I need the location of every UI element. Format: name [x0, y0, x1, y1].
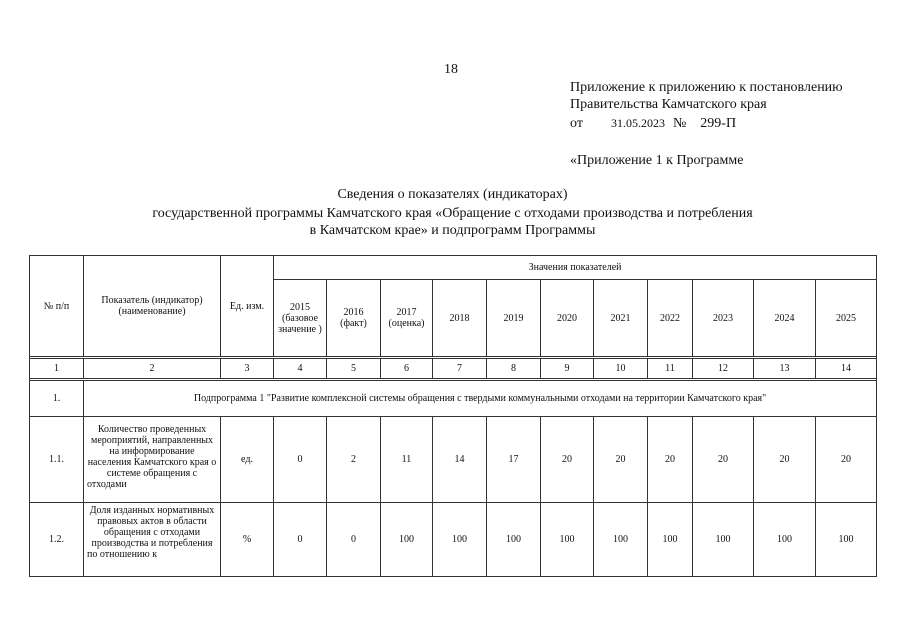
year-header: 2016 (факт): [327, 280, 381, 357]
number-sign: №: [672, 116, 687, 131]
column-number: 14: [816, 359, 877, 379]
value-cell: 100: [816, 503, 877, 577]
row-num: 1.2.: [30, 503, 84, 577]
value-cell: 20: [648, 417, 693, 503]
value-cell: 100: [487, 503, 541, 577]
indicator-name: Доля изданных нормативных правовых актов в области обращения с отходами производства и потребления по отношению к: [87, 504, 215, 560]
value-cell: 20: [754, 417, 816, 503]
subprogram-num: 1.: [30, 381, 84, 417]
column-number: 10: [594, 359, 648, 379]
header-values: Значения показателей: [274, 256, 877, 280]
indicator-name: Количество проведенных мероприятий, направленных на информирование населения Камчатского края о системе обращения с отходами: [87, 423, 217, 490]
column-number: 6: [381, 359, 433, 379]
appendix-line-1: Приложение к приложению к постановлению: [570, 80, 843, 95]
value-cell: 100: [594, 503, 648, 577]
column-number: 8: [487, 359, 541, 379]
column-number: 1: [30, 359, 84, 379]
header-unit: Ед. изм.: [221, 256, 274, 357]
column-number: 3: [221, 359, 274, 379]
value-cell: 14: [433, 417, 487, 503]
value-cell: 20: [693, 417, 754, 503]
heading-line-1: Сведения о показателях (индикаторах): [337, 187, 568, 202]
column-number: 12: [693, 359, 754, 379]
column-number: 7: [433, 359, 487, 379]
indicators-table: [29, 255, 877, 577]
value-cell: 0: [274, 417, 327, 503]
heading-line-2: государственной программы Камчатского края «Обращение с отходами производства и потребления: [152, 206, 753, 221]
row-unit: ед.: [221, 417, 274, 503]
subprogram-title: Подпрограмма 1 "Развитие комплексной системы обращения с твердыми коммунальными отходами на территории Камчатского края": [84, 381, 877, 417]
value-cell: 20: [541, 417, 594, 503]
year-header: 2023: [693, 280, 754, 357]
decree-number: 299-П: [700, 116, 737, 131]
value-cell: 20: [594, 417, 648, 503]
row-num: 1.1.: [30, 417, 84, 503]
value-cell: 0: [327, 503, 381, 577]
subprogram-row: [30, 381, 877, 417]
value-cell: 100: [754, 503, 816, 577]
decree-date: 31.05.2023: [610, 116, 665, 130]
value-cell: 2: [327, 417, 381, 503]
year-header: 2017 (оценка): [381, 280, 433, 357]
header-num: № п/п: [30, 256, 84, 357]
header-indicator: Показатель (индикатор) (наименование): [84, 256, 221, 357]
from-label: от: [570, 116, 583, 131]
year-header: 2015 (базовое значение ): [274, 280, 327, 357]
value-cell: 20: [816, 417, 877, 503]
value-cell: 100: [693, 503, 754, 577]
year-header: 2020: [541, 280, 594, 357]
column-number: 5: [327, 359, 381, 379]
table-row: [30, 417, 877, 503]
column-numbers-row: [30, 359, 877, 379]
value-cell: 100: [541, 503, 594, 577]
heading-line-3: в Камчатском крае» и подпрограмм Программы: [309, 223, 596, 238]
year-header: 2019: [487, 280, 541, 357]
column-number: 13: [754, 359, 816, 379]
row-unit: %: [221, 503, 274, 577]
value-cell: 11: [381, 417, 433, 503]
appendix-line-2: Правительства Камчатского края: [570, 97, 767, 112]
value-cell: 17: [487, 417, 541, 503]
program-reference: «Приложение 1 к Программе: [570, 153, 744, 168]
table-row: [30, 503, 877, 577]
column-number: 4: [274, 359, 327, 379]
column-number: 11: [648, 359, 693, 379]
year-header: 2024: [754, 280, 816, 357]
page-number: 18: [444, 62, 458, 77]
year-header: 2025: [816, 280, 877, 357]
column-number: 9: [541, 359, 594, 379]
value-cell: 100: [433, 503, 487, 577]
year-header: 2021: [594, 280, 648, 357]
column-number: 2: [84, 359, 221, 379]
appendix-date-line: [570, 116, 736, 132]
year-header: 2018: [433, 280, 487, 357]
year-header: 2022: [648, 280, 693, 357]
value-cell: 100: [381, 503, 433, 577]
value-cell: 0: [274, 503, 327, 577]
value-cell: 100: [648, 503, 693, 577]
